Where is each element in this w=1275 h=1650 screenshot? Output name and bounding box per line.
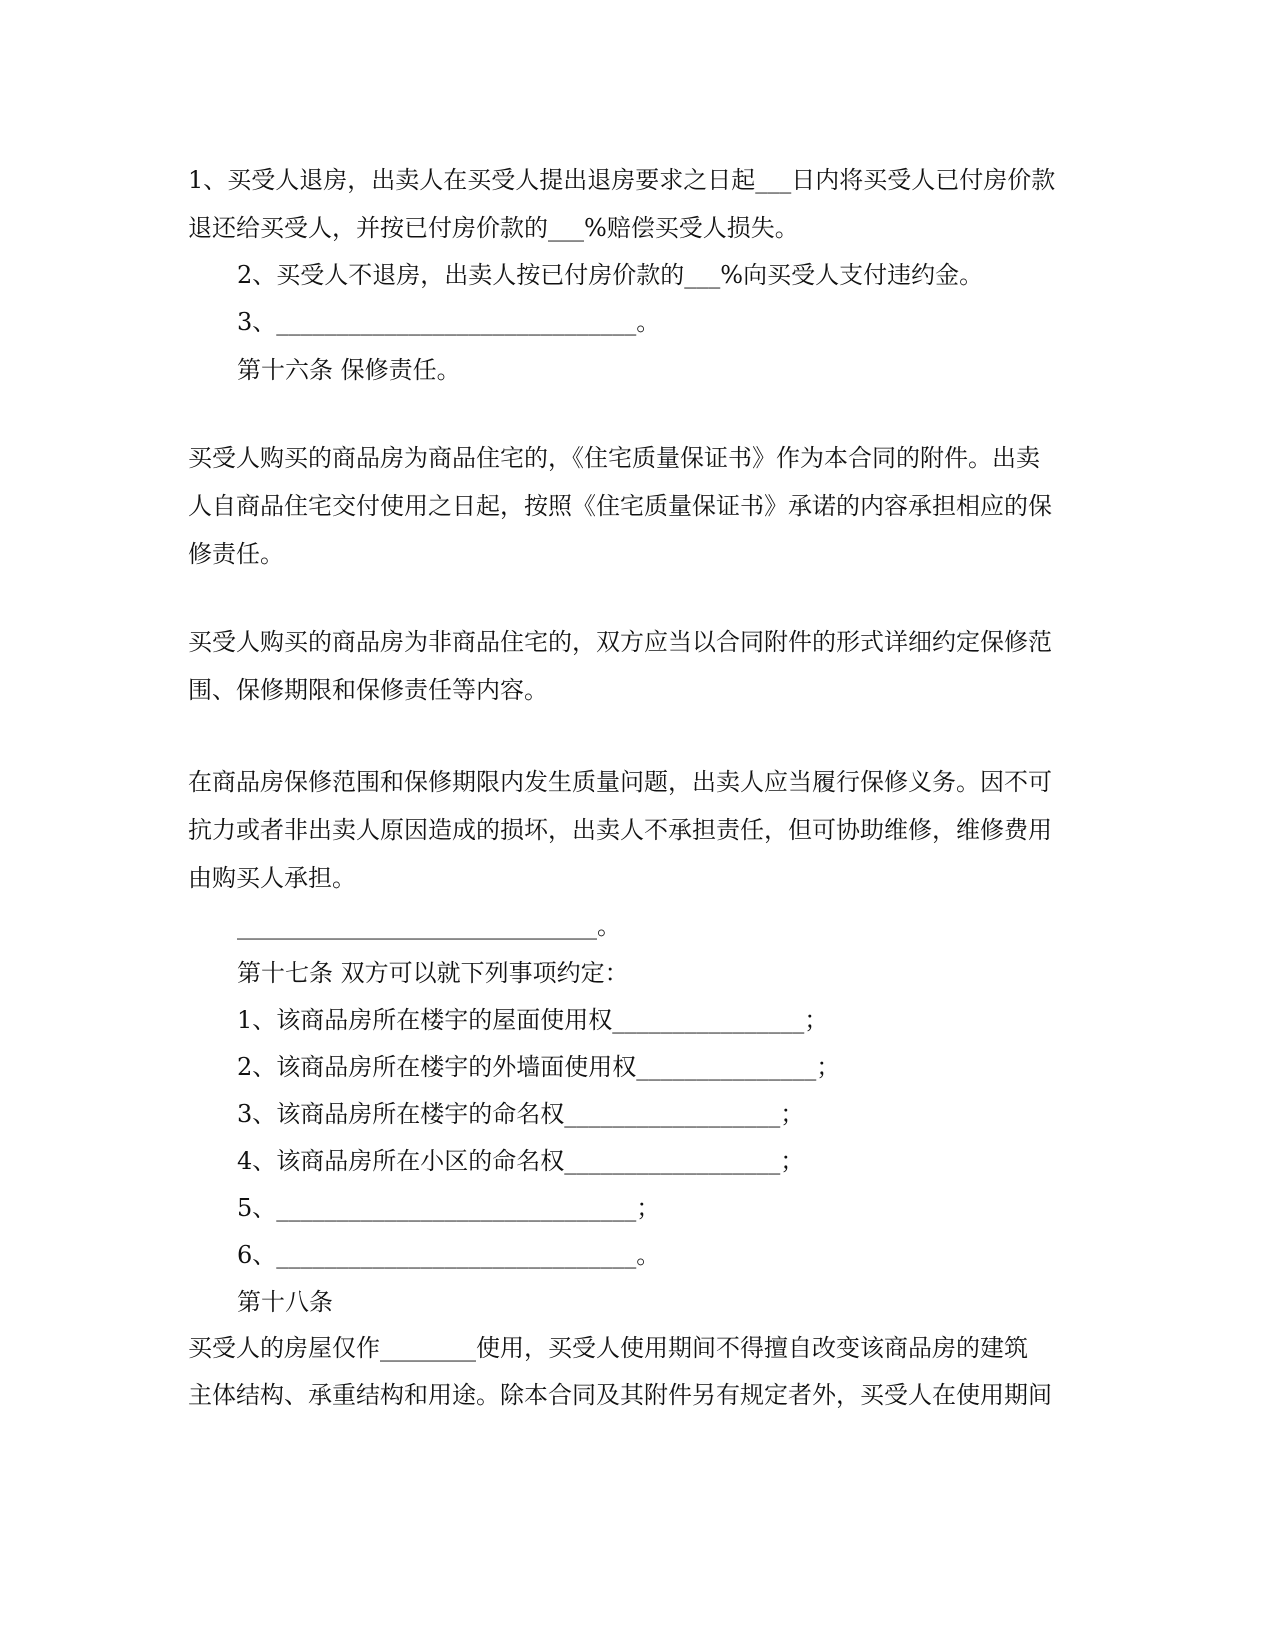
text-line: ______________________________。 bbox=[237, 912, 621, 940]
text-line: 3、该商品房所在楼宇的命名权__________________； bbox=[237, 1100, 805, 1128]
text-line: 4、该商品房所在小区的命名权__________________； bbox=[237, 1147, 805, 1175]
text-line: 买受人购买的商品房为非商品住宅的，双方应当以合同附件的形式详细约定保修范 bbox=[188, 628, 1052, 656]
text-line: 买受人的房屋仅作________使用，买受人使用期间不得擅自改变该商品房的建筑 bbox=[188, 1334, 1028, 1362]
text-line: 人自商品住宅交付使用之日起，按照《住宅质量保证书》承诺的内容承担相应的保 bbox=[188, 492, 1052, 520]
text-line: 6、______________________________。 bbox=[237, 1241, 661, 1269]
text-line: 2、买受人不退房，出卖人按已付房价款的___%向买受人支付违约金。 bbox=[237, 261, 984, 289]
article-heading: 第十八条 bbox=[237, 1288, 333, 1316]
article-heading: 第十七条 双方可以就下列事项约定： bbox=[237, 959, 629, 987]
article-heading: 第十六条 保修责任。 bbox=[237, 356, 461, 384]
text-line: 围、保修期限和保修责任等内容。 bbox=[188, 676, 548, 704]
text-line: 退还给买受人，并按已付房价款的___%赔偿买受人损失。 bbox=[188, 214, 799, 242]
text-line: 由购买人承担。 bbox=[188, 864, 356, 892]
text-line: 1、该商品房所在楼宇的屋面使用权________________； bbox=[237, 1006, 829, 1034]
text-line: 在商品房保修范围和保修期限内发生质量问题，出卖人应当履行保修义务。因不可 bbox=[188, 768, 1052, 796]
text-line: 修责任。 bbox=[188, 540, 284, 568]
text-line: 主体结构、承重结构和用途。除本合同及其附件另有规定者外，买受人在使用期间 bbox=[188, 1381, 1052, 1409]
text-line: 2、该商品房所在楼宇的外墙面使用权_______________； bbox=[237, 1053, 841, 1081]
text-line: 抗力或者非出卖人原因造成的损坏，出卖人不承担责任，但可协助维修，维修费用 bbox=[188, 816, 1052, 844]
text-line: 3、______________________________。 bbox=[237, 308, 661, 336]
text-line: 1、买受人退房，出卖人在买受人提出退房要求之日起___日内将买受人已付房价款 bbox=[188, 166, 1056, 194]
text-line: 5、______________________________； bbox=[237, 1194, 661, 1222]
text-line: 买受人购买的商品房为商品住宅的，《住宅质量保证书》作为本合同的附件。出卖 bbox=[188, 444, 1040, 472]
